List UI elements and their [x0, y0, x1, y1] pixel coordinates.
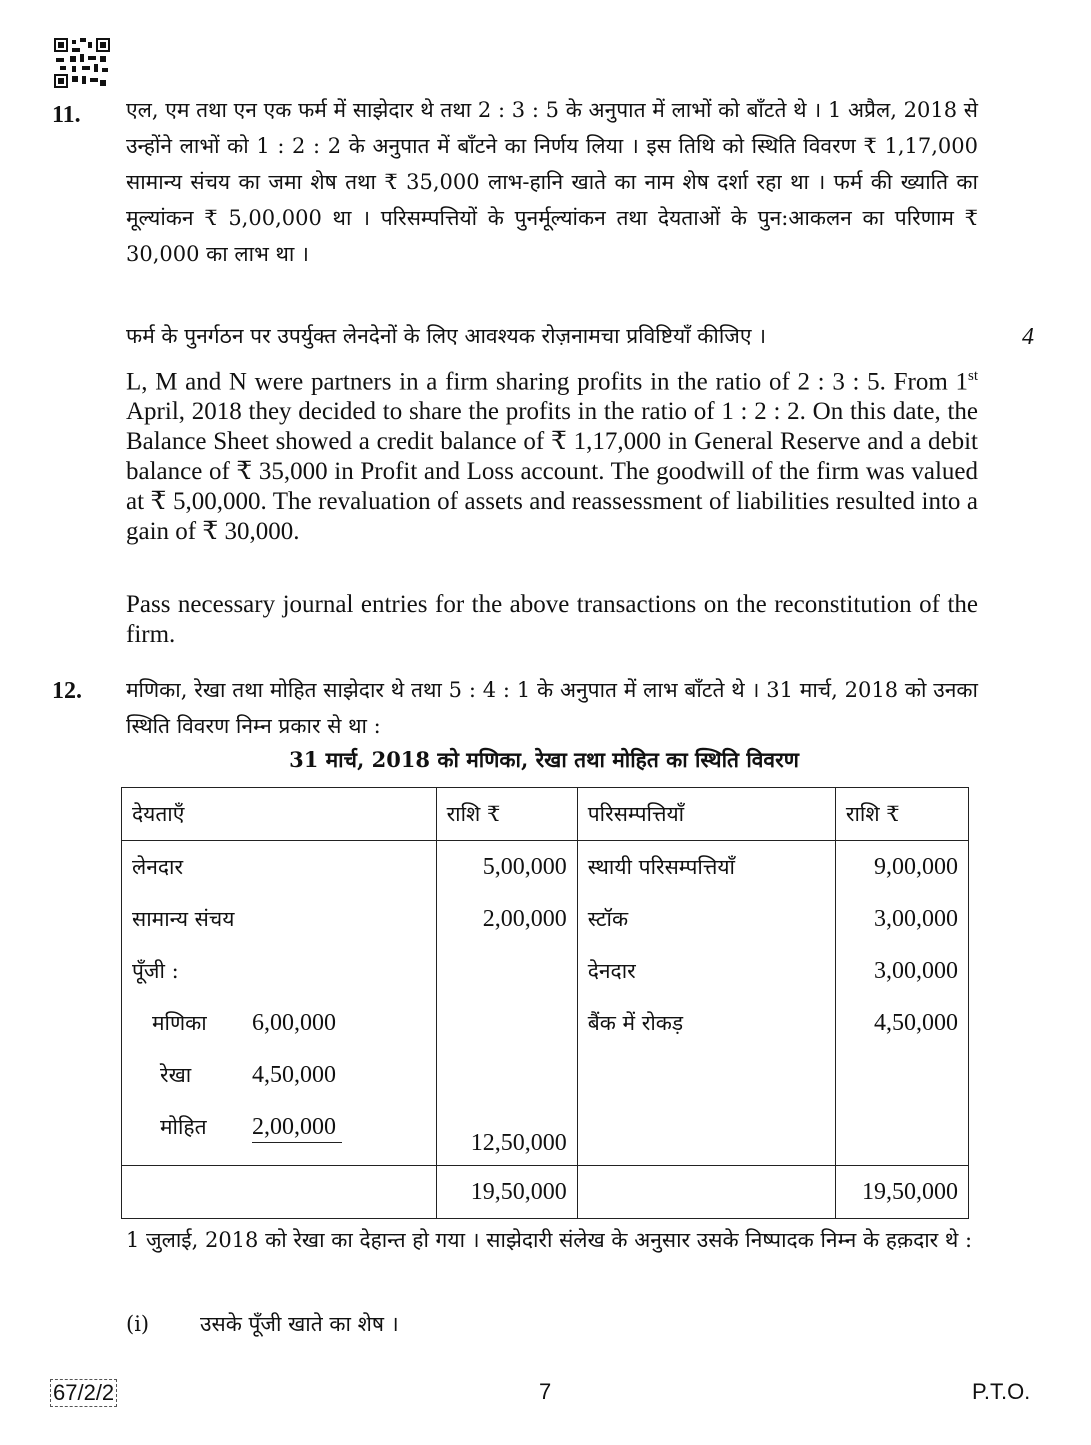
- capital-row-mohit: [132, 1101, 426, 1153]
- capital-value-manika: 6,00,000: [252, 1010, 336, 1036]
- balance-sheet-table: [121, 787, 969, 1219]
- q11-english-instruction: Pass necessary journal entries for the above transactions on the reconstitution of the firm.: [126, 591, 978, 648]
- pto-label: P.T.O.: [972, 1379, 1031, 1404]
- header-assets: परिसम्पत्तियाँ: [577, 788, 835, 841]
- header-amount-right: राशि ₹: [835, 788, 968, 841]
- marks-label: 4: [1022, 324, 1034, 350]
- amount-left-column: [436, 841, 577, 1166]
- capital-row-rekha: [132, 1049, 426, 1101]
- q11-hindi-paragraph: एल, एम तथा एन एक फर्म में साझेदार थे तथा 2 : 3 : 5 के अनुपात में लाभों को बाँटते थे । 1 अप्रैल, 2018 से उन्होंने लाभों को 1 : 2 : 2 के अनुपात में बाँटने का निर्णय लिया । इस तिथि को स्थिति विवरण ₹ 1,17,000 सामान्य संचय का जमा शेष तथा ₹ 35,000 लाभ-हानि खाते का नाम शेष दर्शा रहा था । फर्म की ख्याति का मूल्यांकन ₹ 5,00,000 था । परिसम्पत्तियों के पुनर्मूल्यांकन तथा देयताओं के पुन:आकलन का परिणाम ₹ 30,000 का लाभ था ।: [126, 98, 978, 266]
- q11-hindi-instruction: फर्म के पुनर्गठन पर उपर्युक्त लेनदेनों के लिए आवश्यक रोज़नामचा प्रविष्टियाँ कीजिए ।: [126, 324, 767, 348]
- capital-name-mohit: मोहित: [160, 1115, 207, 1139]
- table-body-row: [122, 841, 969, 1166]
- table-header-row: [122, 788, 969, 841]
- header-liabilities: देयताएँ: [122, 788, 437, 841]
- total-left: 19,50,000: [436, 1166, 577, 1219]
- header-amount-left: राशि ₹: [436, 788, 577, 841]
- q11-english-paragraph: [126, 361, 978, 547]
- amount-cash-at-bank: 4,50,000: [874, 1010, 958, 1036]
- amount-creditors: 5,00,000: [482, 854, 567, 880]
- amount-fixed-assets: 9,00,000: [874, 854, 958, 880]
- spacer: [447, 997, 567, 1049]
- item-i-label: (i): [126, 1312, 150, 1336]
- capital-name-rekha: रेखा: [160, 1063, 192, 1087]
- question-number-11: 11.: [52, 102, 81, 128]
- asset-cash-at-bank: बैंक में रोकड़: [587, 1011, 684, 1035]
- asset-stock: स्टॉक: [587, 907, 629, 931]
- amount-right-column: [835, 841, 968, 1166]
- capital-value-mohit-wrap: [252, 1101, 342, 1153]
- q12-intro: मणिका, रेखा तथा मोहित साझेदार थे तथा 5 : 4 : 1 के अनुपात में लाभ बाँटते थे । 31 मार्च, 2018 को उनका स्थिति विवरण निम्न प्रकार से था :: [126, 678, 978, 738]
- capital-label: पूँजी :: [132, 959, 179, 983]
- capital-value-mohit: 2,00,000: [252, 1114, 342, 1143]
- balance-sheet-title: 31 मार्च, 2018 को मणिका, रेखा तथा मोहित का स्थिति विवरण: [289, 747, 799, 772]
- asset-fixed-assets: स्थायी परिसम्पत्तियाँ: [587, 855, 735, 879]
- capital-name-manika: मणिका: [152, 1011, 207, 1035]
- total-right: 19,50,000: [835, 1166, 968, 1219]
- spacer: [447, 1049, 567, 1101]
- liability-general-reserve: सामान्य संचय: [132, 907, 235, 931]
- paper-code: 67/2/2: [50, 1379, 117, 1407]
- amount-debtors: 3,00,000: [874, 958, 958, 984]
- q11-english-pre: L, M and N were partners in a firm sharing profits in the ratio of 2 : 3 : 5. From 1: [126, 368, 968, 396]
- asset-debtors: देनदार: [587, 959, 636, 983]
- capital-row-manika: [132, 997, 426, 1049]
- q12-after-text: 1 जुलाई, 2018 को रेखा का देहान्त हो गया । साझेदारी संलेख के अनुसार उसके निष्पादक निम्न के हक़दार थे :: [126, 1228, 973, 1252]
- spacer: [447, 945, 567, 997]
- total-blank-left: [122, 1166, 437, 1219]
- liability-creditors: लेनदार: [132, 855, 184, 879]
- item-i-text: उसके पूँजी खाते का शेष ।: [200, 1312, 399, 1336]
- liabilities-column: [122, 841, 437, 1166]
- question-number-12: 12.: [52, 678, 82, 704]
- page-number: 7: [539, 1379, 552, 1404]
- q11-english-post: April, 2018 they decided to share the profits in the ratio of 1 : 2 : 2. On this date, the Balance Sheet showed a credit balance of ₹ 1,17,000 in General Reserve and a debit balance of ₹ 35,000 in Profit and Loss account. The goodwill of the firm was valued at ₹ 5,00,000. The revaluation of assets and reassessment of liabilities resulted into a gain of ₹ 30,000.: [126, 398, 978, 546]
- capital-value-rekha: 4,50,000: [252, 1062, 336, 1088]
- amount-general-reserve: 2,00,000: [482, 906, 567, 932]
- qr-code-icon: [54, 38, 110, 88]
- assets-column: [577, 841, 835, 1166]
- amount-stock: 3,00,000: [874, 906, 958, 932]
- total-blank-right: [577, 1166, 835, 1219]
- q11-english-sup: st: [967, 368, 978, 384]
- amount-capital-total: 12,50,000: [470, 1130, 567, 1156]
